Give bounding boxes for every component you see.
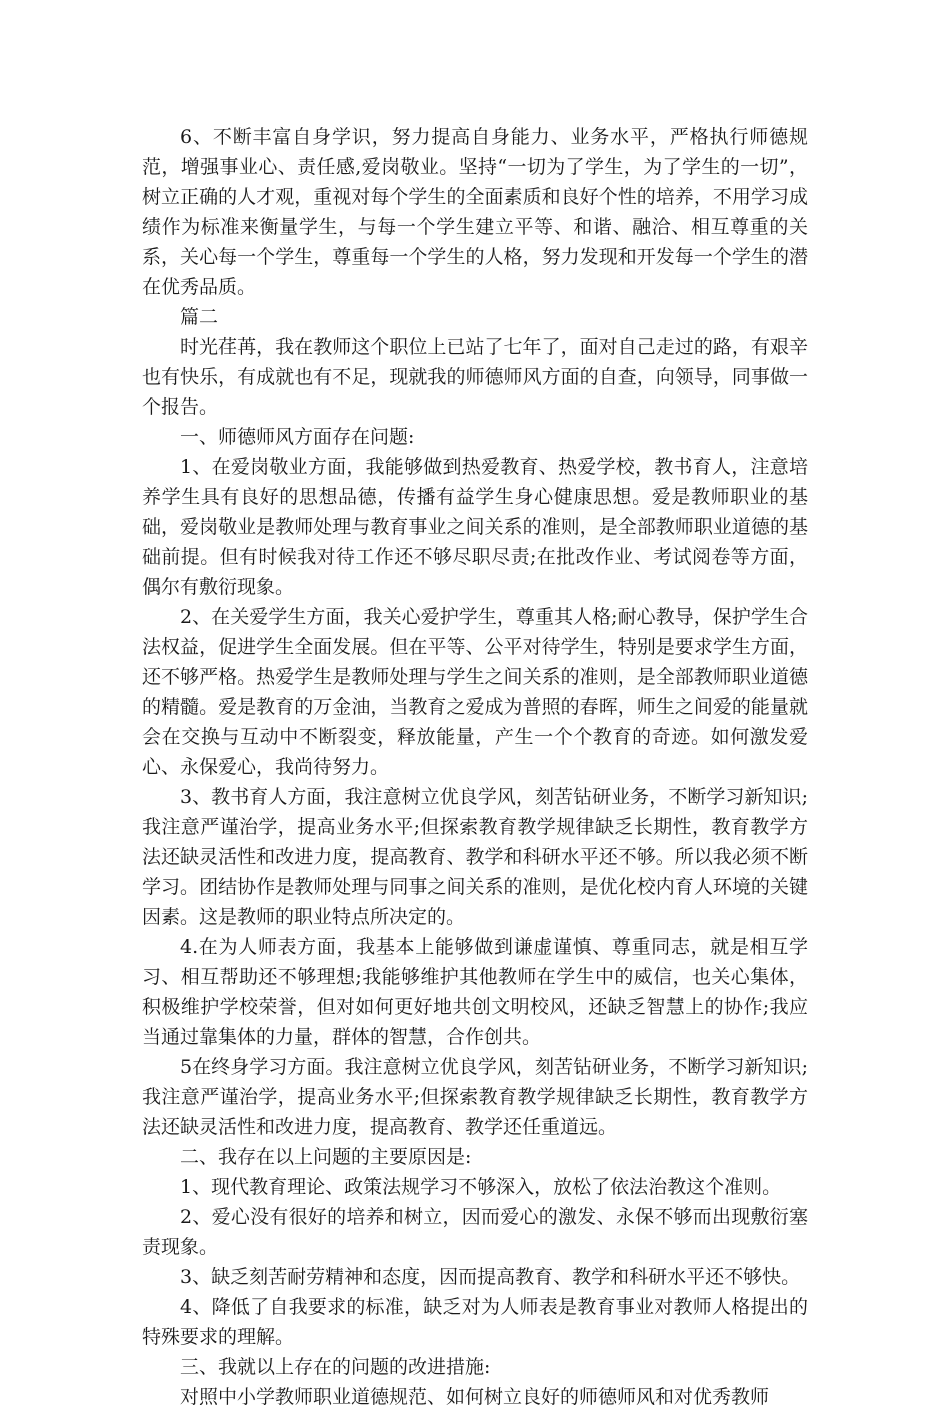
paragraph-reason-3: 3、缺乏刻苦耐劳精神和态度，因而提高教育、教学和科研水平还不够快。 (180, 1266, 801, 1288)
paragraph-problem-1: 1、在爱岗敬业方面，我能够做到热爱教育、热爱学校，教书育人，注意培养学生具有良好的思想品德，传播有益学生身心健康思想。爱是教师职业的基础，爱岗敬业是教师处理与教育事业之间关系的准则，是全部教师职业道德的基础前提。但有时候我对待工作还不够尽职尽责;在批改作业、考试阅卷等方面，偶尔有敷衍现象。 (142, 456, 808, 598)
section-heading-measures: 三、我就以上存在的问题的改进措施: (180, 1356, 491, 1378)
section-heading-problems: 一、师德师风方面存在问题: (180, 426, 415, 448)
paragraph-reason-2: 2、爱心没有很好的培养和树立，因而爱心的激发、永保不够而出现敷衍塞责现象。 (142, 1206, 808, 1258)
paragraph-reason-1: 1、现代教育理论、政策法规学习不够深入，放松了依法治教这个准则。 (180, 1176, 782, 1198)
section-heading-pian-er: 篇二 (180, 306, 219, 328)
paragraph-reason-4: 4、降低了自我要求的标准，缺乏对为人师表是教育事业对教师人格提出的特殊要求的理解。 (142, 1296, 808, 1348)
paragraph-problem-5: 5在终身学习方面。我注意树立优良学风，刻苦钻研业务，不断学习新知识;我注意严谨治学，提高业务水平;但探索教育教学规律缺乏长期性，教育教学方法还缺灵活性和改进力度，提高教育、教学还任重道远。 (142, 1056, 808, 1138)
document-body (142, 122, 808, 1412)
paragraph-intro: 时光荏苒，我在教师这个职位上已站了七年了，面对自己走过的路，有艰辛也有快乐，有成就也有不足，现就我的师德师风方面的自查，向领导，同事做一个报告。 (142, 336, 808, 418)
paragraph-problem-4: 4.在为人师表方面，我基本上能够做到谦虚谨慎、尊重同志，就是相互学习、相互帮助还不够理想;我能够维护其他教师在学生中的威信，也关心集体，积极维护学校荣誉，但对如何更好地共创文明校风，还缺乏智慧上的协作;我应当通过靠集体的力量，群体的智慧，合作创共。 (142, 936, 808, 1048)
paragraph-measures: 对照中小学教师职业道德规范、如何树立良好的师德师风和对优秀教师 (180, 1386, 770, 1408)
paragraph-1: 6、不断丰富自身学识，努力提高自身能力、业务水平，严格执行师德规范，增强事业心、责任感,爱岗敬业。坚持“一切为了学生，为了学生的一切”，树立正确的人才观，重视对每个学生的全面素质和良好个性的培养，不用学习成绩作为标准来衡量学生，与每一个学生建立平等、和谐、融洽、相互尊重的关系，关心每一个学生，尊重每一个学生的人格，努力发现和开发每一个学生的潜在优秀品质。 (142, 126, 808, 298)
paragraph-problem-2: 2、在关爱学生方面，我关心爱护学生，尊重其人格;耐心教导，保护学生合法权益，促进学生全面发展。但在平等、公平对待学生，特别是要求学生方面，还不够严格。热爱学生是教师处理与学生之间关系的准则，是全部教师职业道德的精髓。爱是教育的万金油，当教育之爱成为普照的春晖，师生之间爱的能量就会在交换与互动中不断裂变，释放能量，产生一个个教育的奇迹。如何激发爱心、永保爱心，我尚待努力。 (142, 606, 808, 778)
section-heading-reasons: 二、我存在以上问题的主要原因是: (180, 1146, 472, 1168)
paragraph-problem-3: 3、教书育人方面，我注意树立优良学风，刻苦钻研业务，不断学习新知识;我注意严谨治学，提高业务水平;但探索教育教学规律缺乏长期性，教育教学方法还缺灵活性和改进力度，提高教育、教学和科研水平还不够。所以我必须不断学习。团结协作是教师处理与同事之间关系的准则，是优化校内育人环境的关键因素。这是教师的职业特点所决定的。 (142, 786, 808, 928)
